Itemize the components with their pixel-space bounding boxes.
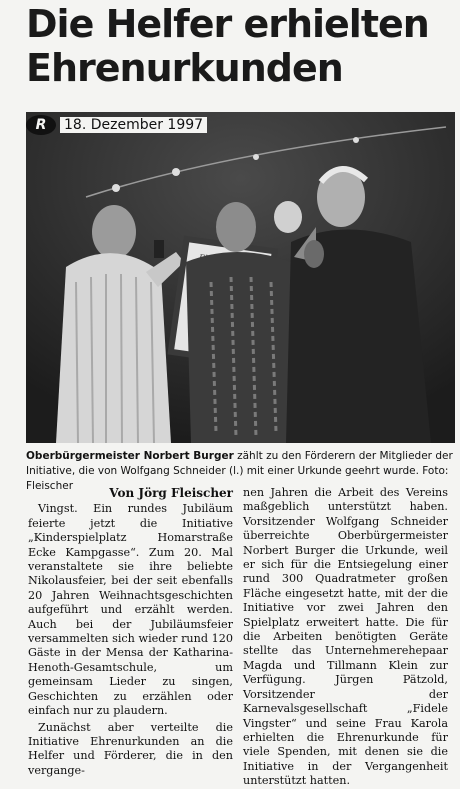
article-column-right <box>243 486 448 789</box>
publication-date: 18. Dezember 1997 <box>60 117 207 133</box>
caption-bold: Oberbürgermeister Norbert Burger <box>26 450 234 462</box>
paragraph-2: Zunächst aber verteilte die Initiative Ehrenurkunden an die Helfer und Förderer, die in den vergange- <box>28 720 233 777</box>
newspaper-logo-icon <box>26 115 56 135</box>
caption-text: zählt zu den Förderern der Mitglieder der Initiative, die von Wolfgang Schneider (l.) mit einer Urkunde geehrt wurde. Foto: Fleischer <box>26 450 453 492</box>
byline: Von Jörg Fleischer <box>109 486 233 500</box>
dateline <box>26 115 207 135</box>
article-column-left <box>28 486 233 778</box>
paragraph-1: Vingst. Ein rundes Jubiläum feierte jetzt die Initiative „Kinderspielplatz Homarstraße Ecke Kampgasse“. Zum 20. Mal veranstaltete sie ihre beliebte Nikolausfeier, bei der seit ebenfalls 20 Jahren Weihnachtsgeschichten aufgeführt und erzählt werden. Auch bei der Jubiläumsfeier versammelten sich wieder rund 120 Gäste in der Mensa der Katharina-Henoth-Gesamtschule, um gemeinsam Lieder zu singen, Geschichten zu erzählen oder einfach nur zu plaudern. <box>28 502 233 718</box>
headline: Die Helfer erhielten Ehrenurkunden <box>26 2 429 90</box>
logo-letter: R <box>35 117 47 133</box>
paragraph-3: nen Jahren die Arbeit des Vereins maßgeblich unterstützt haben. Vorsitzender Wolfgang Schneider überreichte Oberbürgermeister Norbert Burger die Urkunde, weil er sich für die Entsiegelung einer rund 300 Quadratmeter großen Fläche eingesetzt hatte, mit der die Initiative vor zwei Jahren den Spielplatz erweitert hatte. Die für die Arbeiten benötigten Geräte stellte das Unternehmerehepaar Magda und Tillmann Klein zur Verfügung. Jürgen Pätzold, Vorsitzender der Karnevalsgesellschaft „Fidele Vingster“ und seine Frau Karola erhielten die Ehrenurkunde für viele Spenden, mit denen sie die Initiative in der Vergangenheit unterstützt hatten. <box>243 486 448 788</box>
news-photo <box>26 112 455 443</box>
photo-illustration <box>26 112 455 443</box>
